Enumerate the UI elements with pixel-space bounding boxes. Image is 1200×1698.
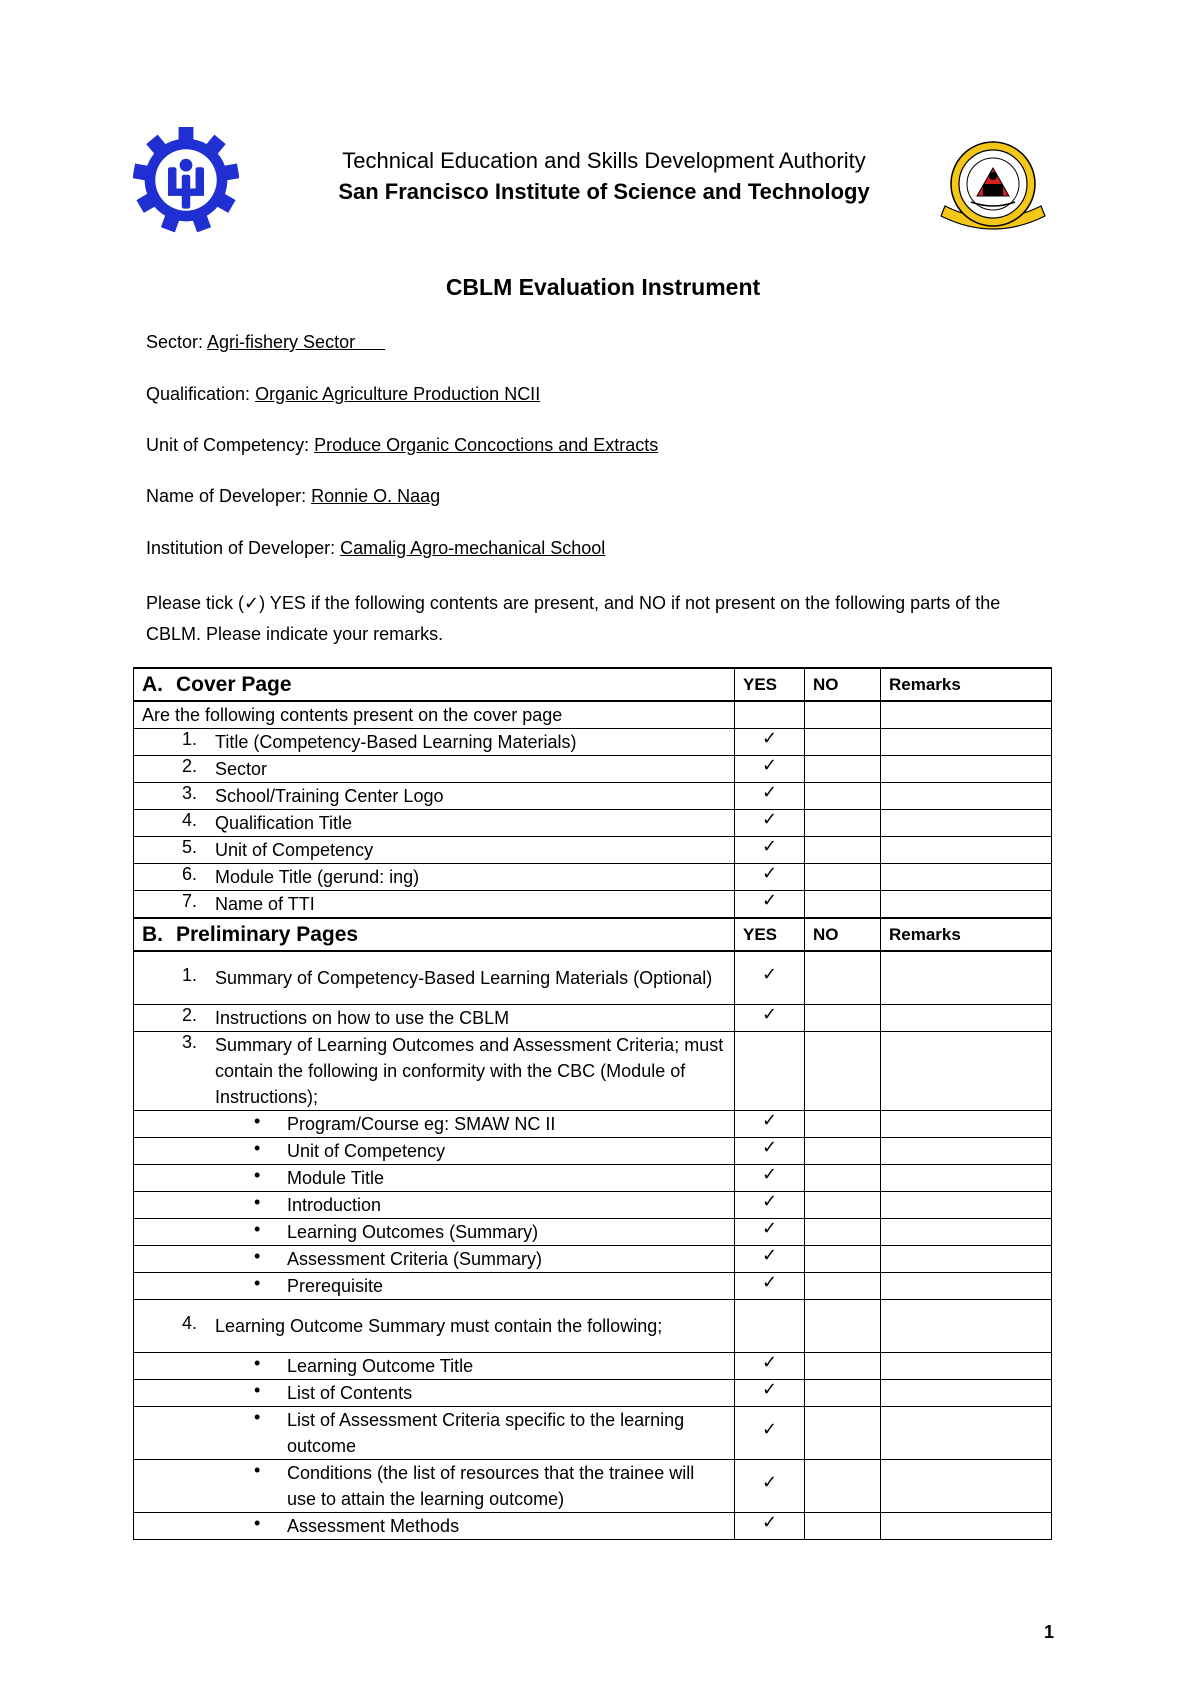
bullet-icon: • <box>254 1111 261 1131</box>
section-header-row <box>134 668 1052 701</box>
remarks-cell[interactable] <box>881 1273 1052 1300</box>
remarks-cell[interactable] <box>881 810 1052 837</box>
table-row: 6. Module Title (gerund: ing) ✓ <box>134 864 1052 891</box>
table-row: • Unit of Competency ✓ <box>134 1138 1052 1165</box>
table-row: 1. Summary of Competency-Based Learning Materials (Optional) ✓ <box>134 951 1052 1005</box>
yes-cell[interactable] <box>735 1513 805 1540</box>
remarks-cell[interactable] <box>881 1513 1052 1540</box>
check-icon: ✓ <box>761 1471 778 1492</box>
yes-cell[interactable] <box>735 1111 805 1138</box>
no-cell[interactable] <box>805 810 881 837</box>
section-title: B. Preliminary Pages <box>134 918 735 951</box>
yes-cell[interactable] <box>735 951 805 1005</box>
yes-cell[interactable] <box>735 1460 805 1513</box>
qualification-label: Qualification: <box>146 384 256 404</box>
table-row: 3. School/Training Center Logo ✓ <box>134 783 1052 810</box>
check-icon: ✓ <box>761 1271 778 1292</box>
remarks-cell[interactable] <box>881 783 1052 810</box>
no-cell[interactable] <box>805 756 881 783</box>
remarks-cell[interactable] <box>881 1165 1052 1192</box>
yes-cell[interactable] <box>735 864 805 891</box>
remarks-cell[interactable] <box>881 756 1052 783</box>
remarks-cell[interactable] <box>881 1111 1052 1138</box>
table-row: • Conditions (the list of resources that the trainee will use to attain the learning outcome) ✓ <box>134 1460 1052 1513</box>
no-cell[interactable] <box>805 1407 881 1460</box>
no-cell[interactable] <box>805 1513 881 1540</box>
check-icon: ✓ <box>761 1351 778 1372</box>
bullet-icon: • <box>254 1380 261 1400</box>
no-cell[interactable] <box>805 864 881 891</box>
developer-value: Ronnie O. Naag <box>311 486 441 506</box>
tick-mark-icon: ✓ <box>244 593 260 613</box>
check-icon: ✓ <box>761 862 778 883</box>
bullet-icon: • <box>254 1219 261 1239</box>
remarks-cell[interactable] <box>881 891 1052 919</box>
yes-cell[interactable] <box>735 1380 805 1407</box>
remarks-cell[interactable] <box>881 701 1052 729</box>
bullet-icon: • <box>254 1407 261 1427</box>
no-cell[interactable] <box>805 1353 881 1380</box>
col-remarks-header: Remarks <box>881 918 1052 951</box>
yes-cell[interactable] <box>735 1407 805 1460</box>
bullet-icon: • <box>254 1165 261 1185</box>
unit-label: Unit of Competency: <box>146 435 315 455</box>
page-title: CBLM Evaluation Instrument <box>445 274 761 300</box>
no-cell[interactable] <box>805 951 881 1005</box>
yes-cell[interactable] <box>735 1165 805 1192</box>
yes-cell[interactable] <box>735 891 805 919</box>
table-row: 1. Title (Competency-Based Learning Materials) ✓ <box>134 729 1052 756</box>
no-cell[interactable] <box>805 783 881 810</box>
col-yes-header: YES <box>735 918 805 951</box>
table-row: 5. Unit of Competency ✓ <box>134 837 1052 864</box>
remarks-cell[interactable] <box>881 1032 1052 1111</box>
unit-field <box>146 435 658 456</box>
yes-cell[interactable] <box>735 1138 805 1165</box>
yes-cell[interactable] <box>735 1192 805 1219</box>
table-row: • Program/Course eg: SMAW NC II ✓ <box>134 1111 1052 1138</box>
no-cell[interactable] <box>805 891 881 919</box>
bullet-icon: • <box>254 1273 261 1293</box>
no-cell[interactable] <box>805 729 881 756</box>
no-cell[interactable] <box>805 1111 881 1138</box>
bullet-icon: • <box>254 1246 261 1266</box>
page-number: 1 <box>1044 1622 1055 1642</box>
remarks-cell[interactable] <box>881 1005 1052 1032</box>
remarks-cell[interactable] <box>881 1407 1052 1460</box>
yes-cell[interactable] <box>735 756 805 783</box>
qualification-value: Organic Agriculture Production NCII <box>255 384 541 404</box>
evaluation-table <box>133 667 1052 1540</box>
yes-cell[interactable] <box>735 701 805 729</box>
check-icon: ✓ <box>761 1244 778 1265</box>
no-cell[interactable] <box>805 1460 881 1513</box>
table-row: • Learning Outcome Title ✓ <box>134 1353 1052 1380</box>
check-icon: ✓ <box>761 754 778 775</box>
check-icon: ✓ <box>761 835 778 856</box>
yes-cell[interactable] <box>735 729 805 756</box>
table-row: • Prerequisite ✓ <box>134 1273 1052 1300</box>
no-cell[interactable] <box>805 1273 881 1300</box>
bullet-icon: • <box>254 1138 261 1158</box>
developer-label: Name of Developer: <box>146 486 312 506</box>
sector-label: Sector: <box>146 332 208 352</box>
no-cell[interactable] <box>805 1032 881 1111</box>
yes-cell[interactable] <box>735 1300 805 1353</box>
check-icon: ✓ <box>761 1003 778 1024</box>
yes-cell[interactable] <box>735 810 805 837</box>
bullet-icon: • <box>254 1460 261 1480</box>
table-row: 7. Name of TTI ✓ <box>134 891 1052 919</box>
no-cell[interactable] <box>805 1380 881 1407</box>
check-icon: ✓ <box>761 1378 778 1399</box>
table-row: • List of Assessment Criteria specific to the learning outcome ✓ <box>134 1407 1052 1460</box>
remarks-cell[interactable] <box>881 1353 1052 1380</box>
check-icon: ✓ <box>761 1163 778 1184</box>
table-row: • Introduction ✓ <box>134 1192 1052 1219</box>
no-cell[interactable] <box>805 1219 881 1246</box>
table-row: 2. Sector ✓ <box>134 756 1052 783</box>
institution-field <box>146 538 605 559</box>
remarks-cell[interactable] <box>881 1460 1052 1513</box>
table-row: 3. Summary of Learning Outcomes and Assessment Criteria; must contain the following in conformity with the CBC (Module of Instructions); <box>134 1032 1052 1111</box>
remarks-cell[interactable] <box>881 729 1052 756</box>
remarks-cell[interactable] <box>881 837 1052 864</box>
sector-field <box>146 332 385 353</box>
bullet-icon: • <box>254 1353 261 1373</box>
check-icon: ✓ <box>761 963 778 984</box>
check-icon: ✓ <box>761 1136 778 1157</box>
remarks-cell[interactable] <box>881 1219 1052 1246</box>
yes-cell[interactable] <box>735 1005 805 1032</box>
institute-name: San Francisco Institute of Science and Technology <box>338 179 870 204</box>
no-cell[interactable] <box>805 1192 881 1219</box>
no-cell[interactable] <box>805 837 881 864</box>
remarks-cell[interactable] <box>881 864 1052 891</box>
remarks-cell[interactable] <box>881 1246 1052 1273</box>
instruction-text: Please tick (✓) YES if the following contents are present, and NO if not present on the following parts of the CBLM. Please indicate your remarks. <box>146 593 1001 644</box>
check-icon: ✓ <box>761 1418 778 1439</box>
bullet-icon: • <box>254 1513 261 1533</box>
col-remarks-header: Remarks <box>881 668 1052 701</box>
remarks-cell[interactable] <box>881 1300 1052 1353</box>
developer-field <box>146 486 440 507</box>
yes-cell[interactable] <box>735 837 805 864</box>
yes-cell[interactable] <box>735 1032 805 1111</box>
col-no-header: NO <box>805 668 881 701</box>
yes-cell[interactable] <box>735 1219 805 1246</box>
section-title: A. Cover Page <box>134 668 735 701</box>
institution-value: Camalig Agro-mechanical School <box>340 538 606 558</box>
table-row: 4. Learning Outcome Summary must contain the following; <box>134 1300 1052 1353</box>
col-yes-header: YES <box>735 668 805 701</box>
table-row: • Assessment Criteria (Summary) ✓ <box>134 1246 1052 1273</box>
check-icon: ✓ <box>761 781 778 802</box>
no-cell[interactable] <box>805 1246 881 1273</box>
table-row: 2. Instructions on how to use the CBLM ✓ <box>134 1005 1052 1032</box>
yes-cell[interactable] <box>735 783 805 810</box>
no-cell[interactable] <box>805 1300 881 1353</box>
yes-cell[interactable] <box>735 1246 805 1273</box>
no-cell[interactable] <box>805 1165 881 1192</box>
table-row: • Module Title ✓ <box>134 1165 1052 1192</box>
no-cell[interactable] <box>805 1005 881 1032</box>
table-row: Are the following contents present on the cover page <box>134 701 1052 729</box>
table-row: • List of Contents ✓ <box>134 1380 1052 1407</box>
remarks-cell[interactable] <box>881 1192 1052 1219</box>
no-cell[interactable] <box>805 701 881 729</box>
table-row: • Learning Outcomes (Summary) ✓ <box>134 1219 1052 1246</box>
yes-cell[interactable] <box>735 1353 805 1380</box>
org-name: Technical Education and Skills Development Authority <box>342 148 866 173</box>
institution-label: Institution of Developer: <box>146 538 341 558</box>
sector-value: Agri-fishery Sector <box>207 332 356 352</box>
check-icon: ✓ <box>761 1190 778 1211</box>
check-icon: ✓ <box>761 1511 778 1532</box>
remarks-cell[interactable] <box>881 1380 1052 1407</box>
unit-value: Produce Organic Concoctions and Extracts <box>314 435 659 455</box>
section-header-row <box>134 918 1052 951</box>
check-icon: ✓ <box>761 1109 778 1130</box>
qualification-field <box>146 384 540 405</box>
remarks-cell[interactable] <box>881 951 1052 1005</box>
check-icon: ✓ <box>761 727 778 748</box>
check-icon: ✓ <box>761 889 778 910</box>
bullet-icon: • <box>254 1192 261 1212</box>
check-icon: ✓ <box>761 1217 778 1238</box>
remarks-cell[interactable] <box>881 1138 1052 1165</box>
yes-cell[interactable] <box>735 1273 805 1300</box>
table-row: • Assessment Methods ✓ <box>134 1513 1052 1540</box>
no-cell[interactable] <box>805 1138 881 1165</box>
col-no-header: NO <box>805 918 881 951</box>
table-row: 4. Qualification Title ✓ <box>134 810 1052 837</box>
check-icon: ✓ <box>761 808 778 829</box>
